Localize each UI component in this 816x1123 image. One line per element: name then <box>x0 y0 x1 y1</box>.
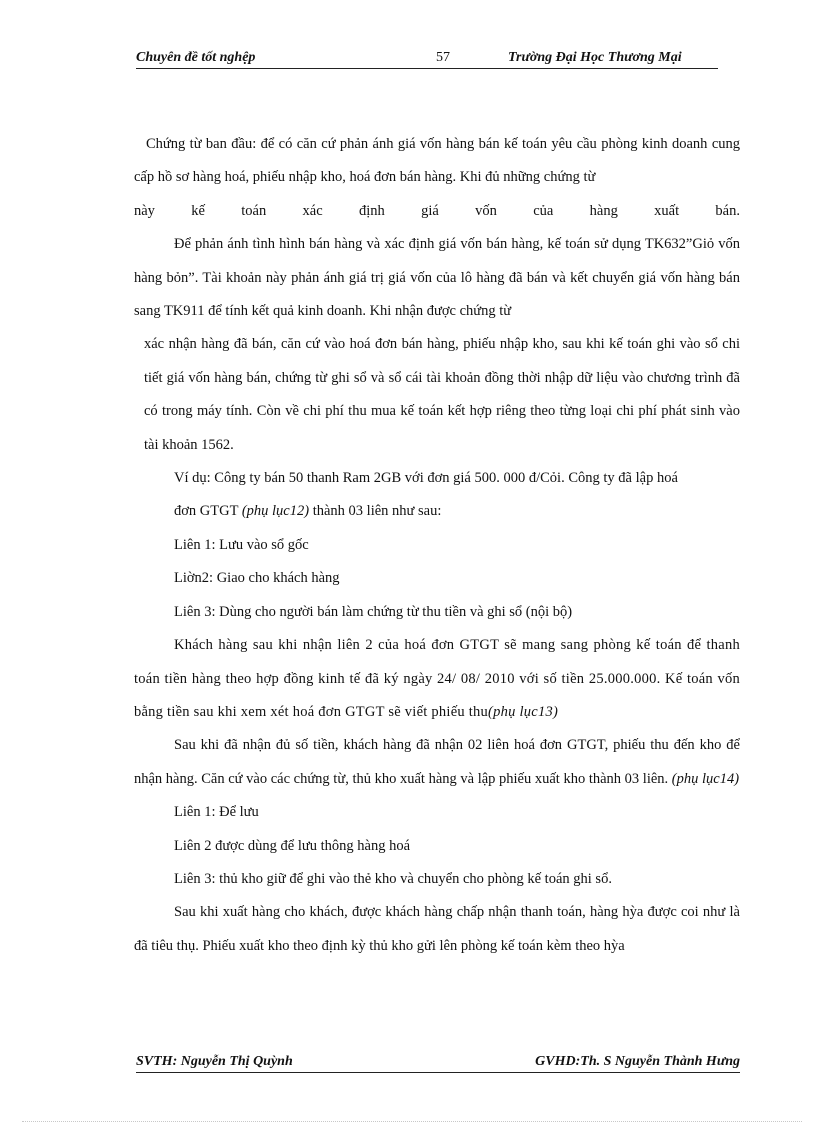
appendix-ref-13: (phụ lục13) <box>488 703 559 720</box>
page-header <box>136 48 718 69</box>
paragraph-example: Ví dụ: Công ty bán 50 thanh Ram 2GB với đơn giá 500. 000 đ/Cỏi. Công ty đã lập hoá <box>174 470 678 487</box>
paragraph-invoice <box>134 495 740 528</box>
page-number: 57 <box>436 50 450 65</box>
delivery-text: Sau khi đã nhận đủ số tiền, khách hàng đã nhận 02 liên hoá đơn GTGT, phiếu thu đến kho để nhận hàng. Căn cứ vào các chứng từ, thủ kho xuất hàng và lập phiếu xuất kho thành 03 liên. <box>134 737 740 787</box>
footer-student: SVTH: Nguyễn Thị Quỳnh <box>136 1054 293 1069</box>
invoice-text-end: thành 03 liên như sau: <box>309 503 442 520</box>
page-footer <box>136 1052 740 1073</box>
list-item: Liờn2: Giao cho khách hàng <box>174 570 340 587</box>
body-text <box>134 128 740 963</box>
invoice-text: đơn GTGT <box>174 503 242 520</box>
paragraph-tk632: Để phản ánh tình hình bán hàng và xác định giá vốn bán hàng, kế toán sử dụng TK632”Giỏ vốn hàng bỏn”. Tài khoản này phản ánh giá trị giá vốn của lô hàng đã bán và kết chuyển giá vốn hàng bán sang TK911 để tính kết quả kinh doanh. Khi nhận được chứng từ <box>134 236 740 320</box>
footer-advisor: GVHD:Th. S Nguyễn Thành Hưng <box>535 1054 740 1069</box>
list-item: Liên 3: thủ kho giữ để ghi vào thẻ kho và chuyển cho phòng kế toán ghi sổ. <box>174 870 612 887</box>
list-item: Liên 1: Để lưu <box>174 804 259 821</box>
header-university: Trường Đại Học Thương Mại <box>508 50 682 65</box>
paragraph-source-documents: Chứng từ ban đầu: để có căn cứ phản ánh giá vốn hàng bán kế toán yêu cầu phòng kinh doanh cung cấp hồ sơ hàng hoá, phiếu nhập kho, hoá đơn bán hàng. Khi đủ những chứng từ <box>134 136 740 186</box>
page-bottom-rule <box>22 1121 802 1122</box>
list-item: Liên 2 được dùng để lưu thông hàng hoá <box>174 837 411 854</box>
header-title: Chuyên đề tốt nghệp <box>136 50 256 65</box>
paragraph-after-shipping: Sau khi xuất hàng cho khách, được khách hàng chấp nhận thanh toán, hàng hỳa được coi như là đã tiêu thụ. Phiếu xuất kho theo định kỳ thủ kho gửi lên phòng kế toán kèm theo hỳa <box>134 904 740 954</box>
paragraph-payment <box>134 629 740 729</box>
list-item: Liên 3: Dùng cho người bán làm chứng từ thu tiền và ghi sổ (nội bộ) <box>174 603 573 620</box>
paragraph-delivery <box>134 729 740 796</box>
payment-text: Khách hàng sau khi nhận liên 2 của hoá đơn GTGT sẽ mang sang phòng kế toán để thanh toán tiền hàng theo hợp đồng kinh tế đã ký ngày 24/ 08/ 2010 với số tiền 25.000.000. Kế toán vốn bằng tiền sau khi xem xét hoá đơn GTGT sẽ viết phiếu thu <box>134 637 740 720</box>
paragraph-source-documents-end: này kế toán xác định giá vốn của hàng xuất bán. <box>134 202 740 219</box>
appendix-ref-12: (phụ lục12) <box>241 503 310 520</box>
paragraph-confirmation: xác nhận hàng đã bán, căn cứ vào hoá đơn bán hàng, phiếu nhập kho, sau khi kế toán ghi vào sổ chi tiết giá vốn hàng bán, chứng từ ghi sổ và sổ cái tài khoản đồng thời nhập dữ liệu vào chương trình đã có trong máy tính. Còn về chi phí thu mua kế toán kết hợp riêng theo từng loại chi phí phát sinh vào tài khoản 1562. <box>144 336 740 453</box>
appendix-ref-14: (phụ lục14) <box>671 770 740 787</box>
list-item: Liên 1: Lưu vào sổ gốc <box>174 536 309 553</box>
